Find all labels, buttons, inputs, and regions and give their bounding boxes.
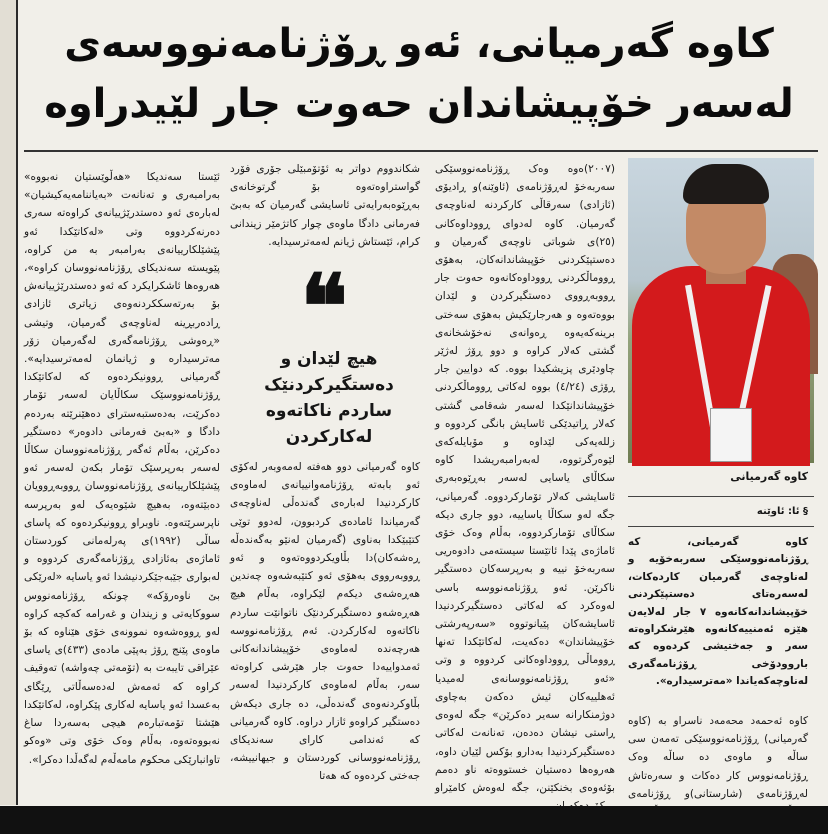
pull-quote: هیچ لێدان و دەستگیرکردنێک ساردم ناکاتەوە لەکارکردن bbox=[264, 349, 394, 447]
article-column-3-top bbox=[230, 160, 420, 252]
photo-caption: کاوە گەرمیانی bbox=[730, 470, 808, 483]
article-column-1 bbox=[628, 712, 808, 800]
quote-mark-icon: ❝ bbox=[300, 254, 348, 358]
scan-bottom-edge bbox=[0, 806, 828, 834]
headline bbox=[30, 14, 808, 144]
headline-line-1: کاوە گەرمیانی، ئەو ڕۆژنامەنووسەی bbox=[64, 21, 774, 67]
press-badge bbox=[710, 408, 752, 462]
caption-divider bbox=[628, 496, 814, 497]
column-1-text: کاوە ئەحمەد محەمەد ناسراو بە (کاوە گەرمیانی) ڕۆژنامەنووسێکی تەمەن سی ساڵە و ماوەی دە ساڵە وەک ڕۆژنامەنووس کار دەکات و سەرەتاش لەڕۆژنامەی (شارستانی)و ڕۆژنامەی bbox=[628, 715, 808, 800]
column-4-text: ئێستا سەندیکا «هەڵوێستیان نەبووە» بەرامبەری و تەنانەت «بەیاننامەیەکیشیان» لەبارەی ئەو دەستدرێژییانەی کراوەتە سەری دەرنەکردووە وتی «لەکاتێکدا ئەو پێشێلکارییانەی بەرامبەر بە من کراوە، پێویستە سەندیکای ڕۆژنامەنووسان کراوە»، هەروەها ئاشکرایکرد کە ئەو دەستدرێژییانەش بۆ بەرتەسککردنەوەی زیاتری ئازادی ڕادەربڕینە لەناوچەی گەرمیان، وتیشی «ڕەوشی ڕۆژنامەگەری لەگەرمیان زۆر مەترسیدارە و ژیانمان لەمەترسیدایە». گەرمیانی ڕوونیکردەوە کە لەکاتێکدا ڕۆژنامەنووسێک سکاڵایان لەسەر تۆمار دەکرێت، بەدەستبەسترای دەهێنرێتە بەردەم دادگا و «بەبێ فەرمانی دادوەر» دەستگیر دەکرێن، بەڵام ئەگەر ڕۆژنامەنووسان سکاڵا لەسەر بەرپرسێک تۆمار بکەن لەسەر ئەو پێشێلکارییانەی ڕۆژنامەنووسان ڕووبەڕوویان دەبێتەوە، بەهیچ شێوەیەک لەو بەرپرسە ناپرسرێتەوە. ناوبراو ڕوونیکردەوە کە پاسای ساڵی (١٩٩٢)ی پەرلەمانی کوردستان ئاماژەی بەئازادی ڕۆژنامەگەری کردووە و لەبواری جێبەجێکردنیشدا ئەو یاسایە «لەرێکی بێ ناوەرۆکە» چونکە ڕۆژنامەنووس سووکایەتی و زیندان و غەرامە کەکچە کراوە لەو ڕووەشەوە نموونەی خۆی هێناوە کە بۆ ماوەی پێنج ڕۆژ بەپێی مادەی (٤٣٣)ی یاسای عێراقی تایبەت بە (تۆمەتی چەواشە) تەوقیف کراوە کە ئەمەش لەدەسەڵاتی ڕێگای بەعسدا ئەو یاسایە لەکاری پێکراوە، لەکاتێکدا هێشتا تۆمەتبارەم هیچی بەسەردا ساغ نەبووەتەوە، بەڵام وەک خۆی وتی «وەکو تاوانبارێکی محکوم مامەڵەم لەگەڵدا دەکرا». bbox=[24, 171, 220, 766]
article-column-3-bottom bbox=[230, 458, 420, 787]
photo-credit: § ئا: ئاوێنە bbox=[756, 506, 808, 517]
adjacent-page-margin bbox=[0, 0, 18, 805]
headline-divider bbox=[24, 150, 818, 152]
summary-box: کاوە گەرمیانی، کە ڕۆژنامەنووسێکی سەربەخۆیە و لەناوچەی گەرمیان کاردەکات، لەسەرەتای دەستپێکردنی خۆپیشاندانەکانەوە ٧ جار لەلایەن هێزە ئەمنییەکانەوە هێرشکراوەتە سەر و جەختیشی کردەوە کە باروودۆخی ڕۆژنامەگەری لەناوچەکەیاندا «مەترسیدارە». bbox=[628, 536, 808, 688]
column-3-bottom-text: کاوە گەرمیانی دوو هەفتە لەمەوبەر لەکۆی ئەو بابەتە ڕۆژنامەوانییانەی لەماوەی کارکردنیدا لەبارەی گەندەڵی لەناوچەی گەرمیاندا ئامادەی کردبوون، لەدوو توێی کتێبێکدا بەناوی (گەرمیان لەنێو بەگەندەڵە ڕەشەکان)دا بڵاویکردووەتەوە و ئەو ڕووبەرووی بەهۆی ئەو کتێبەشەوە چەندین هەڕەشەی دیکەم لێکراوە، بەڵام هیچ هەڕەشەو دەستگیرکردنێک ناتوانێت ساردم ناکاتەوە لەکارکردن. ئەم ڕۆژنامەنووسە هەرچەندە لەماوەی خۆپیشاندانەکانی ئەمدواییەدا حەوت جار هێرشی کراوەتە سەر، بەڵام لەماوەی کارکردنیدا لەسەر بڵاوکردنەوەی گەندەڵی، دە جاری دیکەش دەستگیر کراوەو ئازار دراوە. کاوە گەرمیانی کە ئەندامی کارای سەندیکای ڕۆژنامەنووسانی کوردستان و جیهانییشە، جەختی کردەوە کە هەتا bbox=[230, 461, 420, 783]
article-column-4 bbox=[24, 168, 220, 770]
headline-line-2: لەسەر خۆپیشاندان حەوت جار لێیدراوە bbox=[44, 81, 794, 127]
column-2-text: (٢٠٠٧)ەوە وەک ڕۆژنامەنووسێکی سەربەخۆ لەڕۆژنامەی (ئاوێنە)و ڕادیۆی (ئازادی) سەرقاڵی کارکردنە لەناوچەی گەرمیان. کاوە لەدوای ڕووداوەکانی (٢٥)ی شوباتی ناوچەی گەرمیان و دەستپێکردنی خۆپیشاندانەکان، بەهۆی ڕووماڵکردنی ڕووداوەکانەوە حەوت جار ڕووبەڕووی دەستگیرکردن و لێدان بووەتەوە و هەرجارێکیش بەهۆی سەختی برینەکەیەوە ڕەوانەی نەخۆشخانەی گشتی کەلار کراوە و دوو ڕۆژ لەژێر چاودێری پزیشکیدا بووە. کە دوایین جار ڕۆژی (٤/٢٤) بووە لەکاتی ڕووماڵکردنی خۆپیشاندانێکدا لەسەر شەقامی گشتی کەلار ڕاتیدێکی ئاسایش بانگی کردووە و زللەیەکی لێداوە و مۆبایلەکەی لێوەرگرتووە، لەبەرامبەریشدا کاوە سکاڵای یاسایی لەسەر بەڕێوەبەری ئاسایشی کەلار تۆمارکردووە. گەرمیانی، جگە لەو سکاڵا یاساییە، دوو جاری دیکە سکاڵای تۆمارکردووە، بەڵام وەک خۆی ئاماژەی پێدا ئاتێستا سیستەمی دادوەریی سەربەخۆ نییە و بەرپرسەکان دەستگیر ناکرێن. ئەو ڕۆژنامەنووسە باسی لەوەکرد کە لەکاتی دەستگیرکردنیدا ئاسایشەکان پێیانوتووە «سەرپەرشتی خۆپیشاندان» دەکەیت، لەکاتێکدا تەنها ڕووماڵی ڕووداوەکانی کردووە و وتی «ئەو ڕۆژنامەنووسانەی لەمیدیا ئەهلییەکان ئیش دەکەن بەچاوی دوژمنکارانە سەیر دەکرێن» جگە لەوەی ڕاستی نیشان دەدەن، تەنانەت لەکاتی دەستگیرکردنیدا بەدارو بۆکس لێیان داوە، هەروەها دەستیان خستووەتە ناو دەمم بۆئەوەی بخنکێنن، جگە لەوەش کامێراو bbox=[435, 163, 615, 794]
portrait-photo bbox=[628, 158, 814, 463]
column-3-top-text: شکاندووم دواتر بە ئۆتۆمبێلی جۆری فۆرد گواستراوەتەوە بۆ گرتوخانەی بەڕێوەبەرایەتی ئاسایشی گەرمیان کە بەبێ فەرمانی دادگا ماوەی چوار کاتژمێر زیندانی کرام، ئێستاش ژیانم لەمەترسیدایە. bbox=[230, 163, 420, 248]
article-column-2 bbox=[435, 160, 615, 800]
credit-divider bbox=[628, 526, 814, 527]
